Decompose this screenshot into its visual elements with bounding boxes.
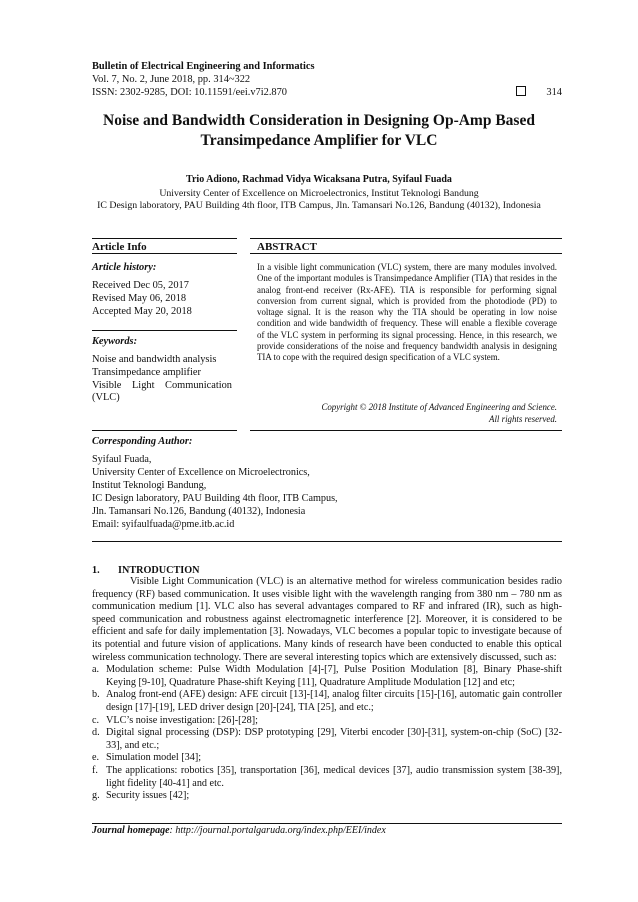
- corresponding-email: Email: syifaulfuada@pme.itb.ac.id: [92, 518, 235, 530]
- square-icon: [516, 86, 526, 96]
- keyword: Transimpedance amplifier: [92, 366, 201, 378]
- list-item: d. Digital signal processing (DSP): DSP prototyping [29], Viterbi encoder [30]-[31], system-on-chip (SoC) [32-33], and etc.;: [92, 727, 562, 751]
- homepage-link[interactable]: : http://journal.portalgaruda.org/index.php/EEI/index: [169, 825, 386, 836]
- keyword: Noise and bandwidth analysis: [92, 354, 217, 365]
- homepage-label: Journal homepage: [92, 825, 170, 836]
- divider: [92, 238, 237, 239]
- page-number: 314: [546, 87, 562, 98]
- revised-date: Revised May 06, 2018: [92, 292, 187, 304]
- divider: [250, 238, 562, 239]
- divider: [92, 541, 562, 542]
- keywords-list: [92, 354, 232, 405]
- corresponding-details: [92, 454, 562, 531]
- author-names: Trio Adiono, Rachmad Vidya Wicaksana Putra, Syifaul Fuada: [186, 174, 452, 185]
- corresponding-name: Syifaul Fuada,: [92, 454, 152, 465]
- affiliation-2: IC Design laboratory, PAU Building 4th floor, ITB Campus, Jln. Tamansari No.126, Bandung (40132), Indonesia: [97, 200, 541, 211]
- accepted-date: Accepted May 20, 2018: [92, 305, 192, 317]
- section-title: INTRODUCTION: [118, 565, 200, 576]
- corresponding-line: Institut Teknologi Bandung,: [92, 479, 207, 491]
- list-item: e. Simulation model [34];: [92, 752, 202, 764]
- corresponding-line: IC Design laboratory, PAU Building 4th floor, ITB Campus,: [92, 492, 338, 504]
- corresponding-line: Jln. Tamansari No.126, Bandung (40132), Indonesia: [92, 505, 306, 517]
- keywords-heading: Keywords:: [92, 336, 138, 347]
- divider: [250, 430, 562, 431]
- list-item: c. VLC’s noise investigation: [26]-[28];: [92, 714, 258, 726]
- divider: [250, 253, 562, 254]
- copyright-line-1: Copyright © 2018 Institute of Advanced Engineering and Science.: [321, 402, 557, 412]
- keyword: Visible Light Communication: [92, 379, 232, 391]
- received-date: Received Dec 05, 2017: [92, 280, 189, 291]
- affiliation-1: University Center of Excellence on Microelectronics, Institut Teknologi Bandung: [159, 188, 479, 199]
- abstract-heading: ABSTRACT: [257, 241, 317, 253]
- divider: [92, 430, 237, 431]
- paper-title: Noise and Bandwidth Consideration in Designing Op-Amp Based Transimpedance Amplifier for VLC: [103, 112, 535, 149]
- article-history: [92, 280, 192, 318]
- topic-list: [92, 664, 562, 803]
- divider: [92, 330, 237, 331]
- author-block: [60, 174, 578, 212]
- list-item: f. The applications: robotics [35], transportation [36], medical devices [37], audio transmission system [38-39], light fidelity [40-41] and etc.: [92, 764, 562, 789]
- list-item: a. Modulation scheme: Pulse Width Modulation [4]-[7], Pulse Position Modulation [8], Binary Phase-shift Keying [9-10], Quadrature Phase-shift Keying [11], Quadrature Amplitude Modulation [12] and etc;: [92, 664, 562, 688]
- corresponding-heading: Corresponding Author:: [92, 436, 193, 447]
- journal-volume: Vol. 7, No. 2, June 2018, pp. 314~322: [92, 74, 251, 85]
- introduction-body: [92, 576, 562, 803]
- divider: [92, 253, 237, 254]
- keyword-continued: (VLC): [92, 392, 120, 404]
- journal-name: Bulletin of Electrical Engineering and Informatics: [92, 61, 315, 72]
- list-item: b. Analog front-end (AFE) design: AFE circuit [13]-[14], analog filter circuits [15]-[16], automatic gain controller design [17]-[19], LED driver design [20]-[24], TIA [25], and etc.;: [92, 689, 562, 713]
- section-heading: [92, 565, 200, 576]
- history-heading: Article history:: [92, 262, 157, 273]
- list-item: g. Security issues [42];: [92, 790, 190, 802]
- journal-header: [92, 60, 562, 99]
- corresponding-line: University Center of Excellence on Microelectronics,: [92, 466, 310, 478]
- journal-issn: ISSN: 2302-9285, DOI: 10.11591/eei.v7i2.870: [92, 87, 288, 98]
- journal-footer: [92, 825, 562, 836]
- section-number: 1.: [92, 565, 100, 576]
- copyright-line-2: All rights reserved.: [489, 413, 557, 424]
- divider: [92, 823, 562, 824]
- copyright: [257, 402, 557, 425]
- intro-paragraph: Visible Light Communication (VLC) is an alternative method for wireless communication besides radio frequency (RF) based communication. It uses visible light with the wavelength ranging from 380 nm – 780 nm as communication medium [1]. VLC also has several advantages compared to RF and infrared (IR), such as high-speed communication and robustness against electromagnetic interference [2]. Moreover, it is considered to be efficient and safe for daily implementation [3]. Nowadays, VLC becomes a popular topic to investigate because of its potential and future vision of applications. Many kinds of research have been conducted to enable this optical wireless communication technology. There are several interesting topics which are extensively discussed, such as:: [92, 576, 562, 663]
- article-info-heading: Article Info: [92, 241, 147, 253]
- abstract-text: In a visible light communication (VLC) system, there are many modules involved. One of the important modules is Transimpedance Amplifier (TIA) that resides in the analog front-end receiver (Rx-AFE). TIA is responsible for performing signal conversion from current signal, which is provided from the photodiode (PD) to voltage signal. It is the reason why the TIA should be operating in low noise condition and wide bandwidth of frequency. These will enable a flexible coverage of the VLC system in performing its signal processing. Hence, in this research, we provide considerations of the noise and frequency bandwidth analysis in designing TIA to cope with the required design specification of a VLC system.: [257, 262, 557, 363]
- page-number-block: [516, 86, 562, 99]
